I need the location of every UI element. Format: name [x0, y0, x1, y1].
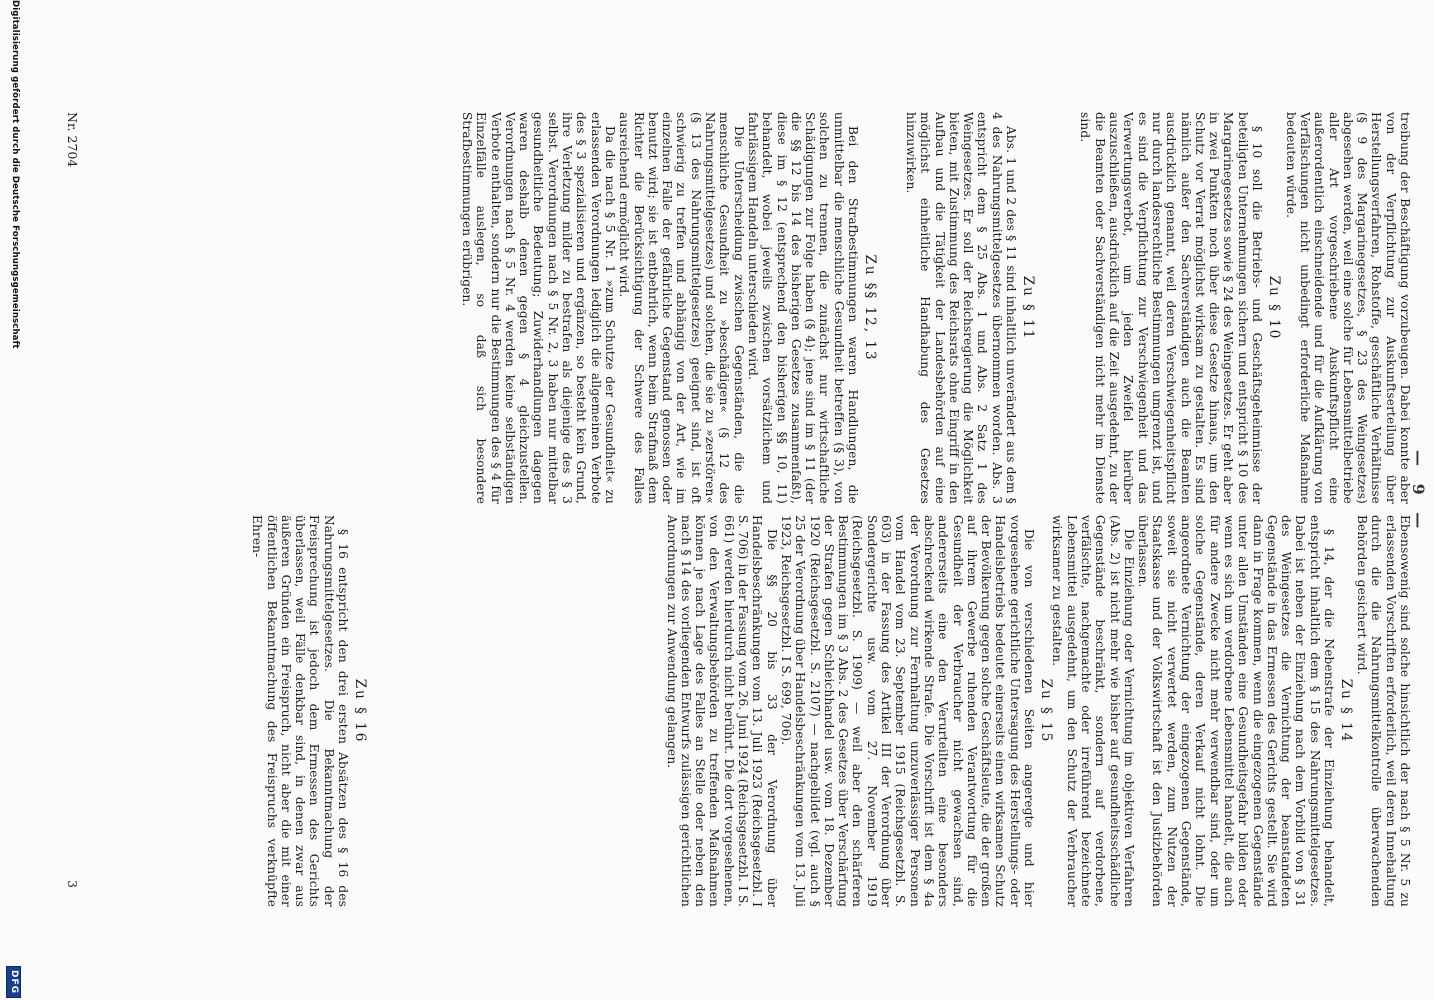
left-column [1283, 112, 1412, 504]
left-section-11 [904, 112, 1018, 504]
left-para-2: § 10 soll die Betriebs- und Geschäftsgeheimnisse der beteiligten Unternehmungen sichern und entspricht § 10 des Margarinegesetzes sowie § 24 des Weingesetzes. Er geht aber in zwei Punkten noch über diese Gesetze hinaus, um den Schutz vor Verrat möglichst wirksam zu gestalten. Es sind nämlich außer den Sachverständigen auch die Beamten ausdrücklich genannt, weil deren Verschwiegenheitspflicht nur durch landesrechtliche Bestimmungen umgrenzt ist, und es sind die Verpflichtung zur Verschwiegenheit und das Verwertungsverbot, um jeden Zweifel hierüber auszuschließen, ausdrücklich auf die Zeit ausgedehnt, zu der die Beamten oder Sachverständigen nicht mehr im Dienste sind. [1078, 112, 1264, 504]
right-para-4: Die von verschiedenen Seiten angeregte und hier vorgesehene gerichtliche Untersagung des Herstellungs- oder Handelsbetriebs bedeutet einerseits einen wirksamen Schutz der Bevölkerung gegen solche Geschäftsleute, die der großen auf ihrem Gewerbe ruhenden Verantwortung für die Gesundheit der Verbraucher nicht gewachsen sind, andererseits eine den Verurteilten eine besonders abschreckend wirkende Strafe. Die Vorschrift ist dem § 4a der Verordnung zur Fernhaltung unzuverlässiger Personen vom Handel vom 23. September 1915 (Reichsgesetzbl. S. 603) in der Fassung des Artikel III der Verordnung über Sondergerichte usw. vom 27. November 1919 (Reichsgesetzbl. S. 1909) — weil aber den schärferen Bestimmungen im § 3 Abs. 2 des Gesetzes über Verschärfung der Strafen gegen Schleichhandel usw. vom 18. Dezember 1920 (Reichsgesetzbl. S. 2107) — nachgebildet (vgl. auch § 25 der Verordnung über Handelsbeschränkungen vom 13. Juli 1923, Reichsgesetzbl. I S. 699, 706). [778, 515, 1036, 907]
digitization-note: Digitalisierung gefördert durch die Deutsche Forschungsgemeinschaft [10, 0, 20, 349]
left-para-1: treibung der Beschäftigung vorzubeugen. Dabei konnte aber von der Verpflichtung zur Auskunftserteilung über Herstellungsverfahren, Rohstoffe, geschäftliche Verhältnisse (§ 9 des Margarinegesetzes, § 23 des Weingesetzes) abgesehen werden, weil eine solche für Lebensmittelbetriebe aller Art vorgeschriebene Auskunftspflicht eine außerordentlich einschneidende und für die Aufklärung von Verfälschungen nicht unbedingt erforderliche Maßnahme bedeuten würde. [1283, 112, 1412, 504]
heading-zu-10-text: Zu § 10 [1266, 275, 1282, 341]
signature-mark: 3 [65, 880, 80, 888]
right-para-3: Die Einziehung oder Vernichtung im objektiven Verfahren (Abs. 2) ist nicht mehr wie bisher auf gesundheitsschädliche Gegenstände beschränkt, sondern auf verdorbene, verfälschte, nachgemachte oder irreführend bezeichnete Lebensmittel ausgedehnt, um den Schutz der Verbraucher wirksamer zu gestalten. [1050, 515, 1136, 907]
heading-zu-12-13 [862, 112, 878, 504]
right-column [1355, 515, 1412, 907]
digitization-footer [4, 0, 22, 1000]
left-para-3: Abs. 1 und 2 des § 11 sind inhaltlich unverändert aus dem § 4 des Nahrungsmittelgesetzes übernommen worden. Abs. 3 entspricht dem § 25 Abs. 1 und Abs. 2 Satz 1 des Weingesetzes. Er soll der Reichsregierung die Möglichkeit bieten, mit Zustimmung des Reichsrats ohne Eingriff in den Aufbau und die Tätigkeit der Landesbehörden auf eine möglichst einheitliche Handhabung des Gesetzes hinzuwirken. [903, 112, 1018, 504]
heading-zu-16-text: Zu § 16 [352, 678, 368, 744]
printer-mark: Nr. 2704 [65, 112, 80, 168]
right-para-5: Die §§ 20 bis 33 der Verordnung über Handelsbeschränkungen vom 13. Juli 1923 (Reichsgesetzbl. I S. 706) in der Fassung vom 26. Juni 1924 (Reichsgesetzbl. I S. 661) werden hierdurch nicht berührt. Die dort vorgesehenen, von den Verwaltungsbehörden zu treffenden Maßnahmen können je nach Lage des Falles an Stelle oder neben den nach § 14 des vorliegenden Entwurfs zulässigen gerichtlichen Anordnungen zur Anwendung gelangen. [664, 515, 779, 907]
left-section-12-13 [460, 112, 860, 504]
heading-zu-15-text: Zu § 15 [1038, 678, 1054, 744]
left-para-4: Bei den Strafbestimmungen waren Handlungen, die unmittelbar die menschliche Gesundheit betreffen (§ 3), von solchen zu trennen, die zunächst nur wirtschaftliche Schädigungen zur Folge haben (§ 4); jene sind im § 11 (der die §§ 12 bis 14 des bisherigen Gesetzes zusammenfaßt), diese im § 12 (entsprechend den bisherigen §§ 10, 11) behandelt, wobei jeweils zwischen vorsätzlichem und fahrlässigem Handeln unterschieden wird. [745, 112, 860, 504]
page-number: — 9 — [1409, 450, 1428, 535]
left-section-10 [1078, 112, 1264, 504]
heading-zu-16 [352, 515, 368, 907]
right-para-2: § 14, der die Nebenstrafe der Einziehung behandelt, entspricht inhaltlich dem § 15 des Nahrungsmittelgesetzes. Dabei ist neben der Einziehung nach dem Vorbild von § 31 des Weingesetzes die Vernichtung der beanstandeten Gegenstände in das Ermessen des Gerichts gestellt. Sie wird dann in Frage kommen, wenn die eingezogenen Gegenstände unter allen Umständen eine Gesundheitsgefahr bilden oder wenn es sich um verdorbene Lebensmittel handelt, die auch für andere Zwecke nicht mehr verwendbar sind, oder um solche Gegenstände, deren Verkauf nicht lohnt. Die angeordnete Vernichtung der eingezogenen Gegenstände, soweit sie nicht verwertet werden, zum Nutzen der Staatskasse und der Volkswirtschaft ist den Justizbehörden überlassen. [1136, 515, 1336, 907]
right-section-16 [250, 515, 350, 907]
heading-zu-12-13-text: Zu §§ 12, 13 [862, 254, 878, 362]
right-section-14 [1050, 515, 1336, 907]
right-section-15 [664, 515, 1036, 907]
heading-zu-15 [1038, 515, 1054, 907]
right-para-1: Ebensowenig sind solche hinsichtlich der nach § 5 Nr. 5 zu erlassenden Vorschriften erforderlich, weil deren Innehaltung durch die die Nahrungsmittelkontrolle überwachenden Behörden gesichert wird. [1355, 515, 1412, 907]
heading-zu-14-text: Zu § 14 [1338, 678, 1354, 744]
dfg-logo: DFG [6, 966, 21, 998]
heading-zu-11 [1020, 112, 1036, 504]
right-para-6: § 16 entspricht den drei ersten Absätzen des § 16 des Nahrungsmittelgesetzes. Die Bekanntmachung der Freisprechung ist jedoch dem Ermessen des Gerichts überlassen, weil Fälle denkbar sind, in denen zwar aus äußeren Gründen ein Freispruch, nicht aber die mit einer öffentlichen Bekanntmachung des Freispruchs verknüpfte Ehren- [250, 515, 350, 907]
heading-zu-11-text: Zu § 11 [1020, 275, 1036, 341]
left-para-5: Die Unterscheidung zwischen Gegenständen, die die menschliche Gesundheit zu »beschädigen« (§ 12 des Nahrungsmittelgesetzes) und solchen, die sie zu »zerstören« (§ 13 des Nahrungsmittelgesetzes) geeignet sind, ist oft schwierig zu treffen und abhängig von der Art, wie im einzelnen Falle der gefährliche Gegenstand genossen oder benutzt wird; sie ist entbehrlich, wenn beim Strafmaß dem Richter die Berücksichtigung der Schwere des Falles ausreichend ermöglicht wird. [617, 112, 746, 504]
left-para-6: Da die nach § 5 Nr. 1 »zum Schutze der Gesundheit« zu erlassenden Verordnungen lediglich die allgemeinen Verbote des § 3 spezialisieren und ergänzen, so besteht kein Grund, ihre Verletzung milder zu bestrafen als diejenige des § 3 selbst. Verordnungen nach § 5 Nr. 2, 3 haben nur mittelbar gesundheitliche Bedeutung; Zuwiderhandlungen dagegen waren deshalb denen gegen § 4 gleichzustellen. Verordnungen nach § 5 Nr. 4 werden keine selbständigen Verbote enthalten, sondern nur die Bestimmungen des § 4 für Einzelfälle auslegen, so daß sich besondere Strafbestimmungen erübrigen. [459, 112, 617, 504]
heading-zu-10 [1266, 112, 1282, 504]
heading-zu-14 [1338, 515, 1354, 907]
